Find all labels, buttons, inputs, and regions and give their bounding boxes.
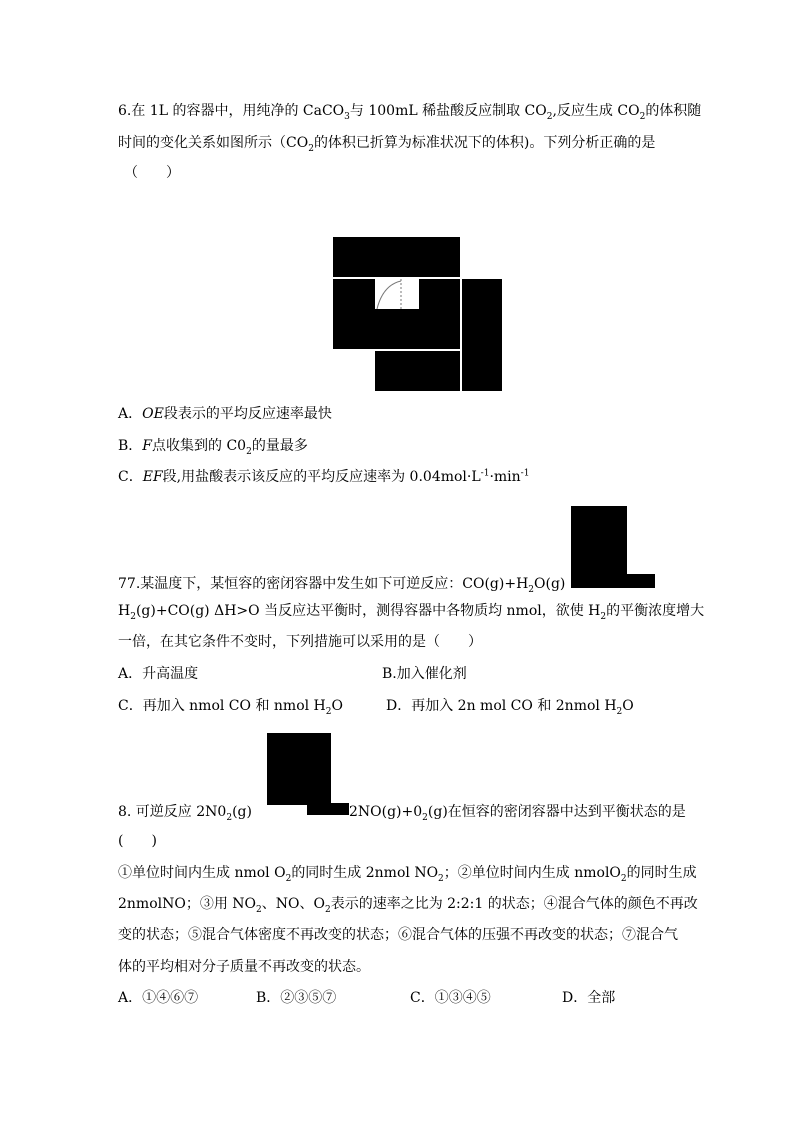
q6-option-c: C．EF段,用盐酸表示该反应的平均反应速率为 $0.04mol\cdot L^{-1}\cdot\min^{-1}$ (118, 468, 530, 485)
graph-curve-fragment (375, 279, 419, 309)
q8-option-b: B．②③⑤⑦ (256, 990, 337, 1006)
q6-option-a: A．OE段表示的平均反应速率最快 (118, 406, 332, 422)
q7-equilibrium-arrow-image (571, 506, 655, 590)
q8-statement-line1: ①单位时间内生成 nmol $O_2$的同时生成 2nmol $NO_2$；②单位时间内生成 nmolO$_2$的同时生成 (118, 865, 697, 884)
q8-stem-line1-right: $2NO(g)+0_2(g)$在恒容的密闭容器中达到平衡状态的是 (349, 804, 686, 823)
redaction-block (462, 279, 502, 391)
q7-option-b: B.加入催化剂 (382, 666, 467, 682)
redaction-block (375, 351, 460, 391)
q8-equilibrium-arrow-image (267, 733, 349, 815)
q8-statement-line4: 体的平均相对分子质量不再改变的状态。 (118, 959, 370, 975)
q8-statement-line3: 变的状态；⑤混合气体密度不再改变的状态；⑥混合气体的压强不再改变的状态；⑦混合气 (118, 927, 678, 943)
q7-option-a: A．升高温度 (118, 666, 199, 682)
q8-option-c: C．①③④⑤ (410, 990, 491, 1006)
q6-answer-bracket: （ ） (124, 165, 180, 181)
q6-figure (333, 237, 503, 392)
q8-option-a: A．①④⑥⑦ (118, 990, 199, 1006)
q6-stem-line1: 6.在 1L 的容器中，用纯净的 CaCO$_3$与 100mL 稀盐酸反应制取 $CO_2$,反应生成 $CO_2$的体积随 (118, 103, 702, 122)
q8-statement-line2: 2nmolNO；③用 $NO_2$、NO、$O_2$表示的速率之比为 2:2:1 的状态；④混合气体的颜色不再改 (118, 896, 698, 915)
redaction-block (333, 237, 460, 277)
q7-option-c: C．再加入 nmol CO 和 nmol $H_2O$ (118, 698, 343, 717)
q6-option-b: B．F点收集到的 $C0_2$的量最多 (118, 438, 308, 457)
q7-stem-line3: 一倍，在其它条件不变时，下列措施可以采用的是（ ） (118, 634, 482, 650)
q7-option-d: D．再加入 2n mol CO 和 2nmol $H_2O$ (386, 698, 634, 717)
q7-stem-line2: $H_2(g)+CO(g)$ ΔH>O 当反应达平衡时，测得容器中各物质均 nmol，欲使 $H_2$的平衡浓度增大 (118, 603, 705, 622)
q7-stem-line1: 77.某温度下，某恒容的密闭容器中发生如下可逆反应：$CO(g)+H_2O(g)$ (118, 576, 566, 595)
q6-stem-line2: 时间的变化关系如图所示（$CO_2$的体积已折算为标准状况下的体积)。下列分析正确的是 (118, 135, 656, 154)
q8-stem-line1-left: 8. 可逆反应 $2N0_2(g)$ (118, 804, 252, 823)
q8-answer-bracket: ( ) (118, 833, 157, 849)
q8-option-d: D．全部 (562, 990, 616, 1006)
